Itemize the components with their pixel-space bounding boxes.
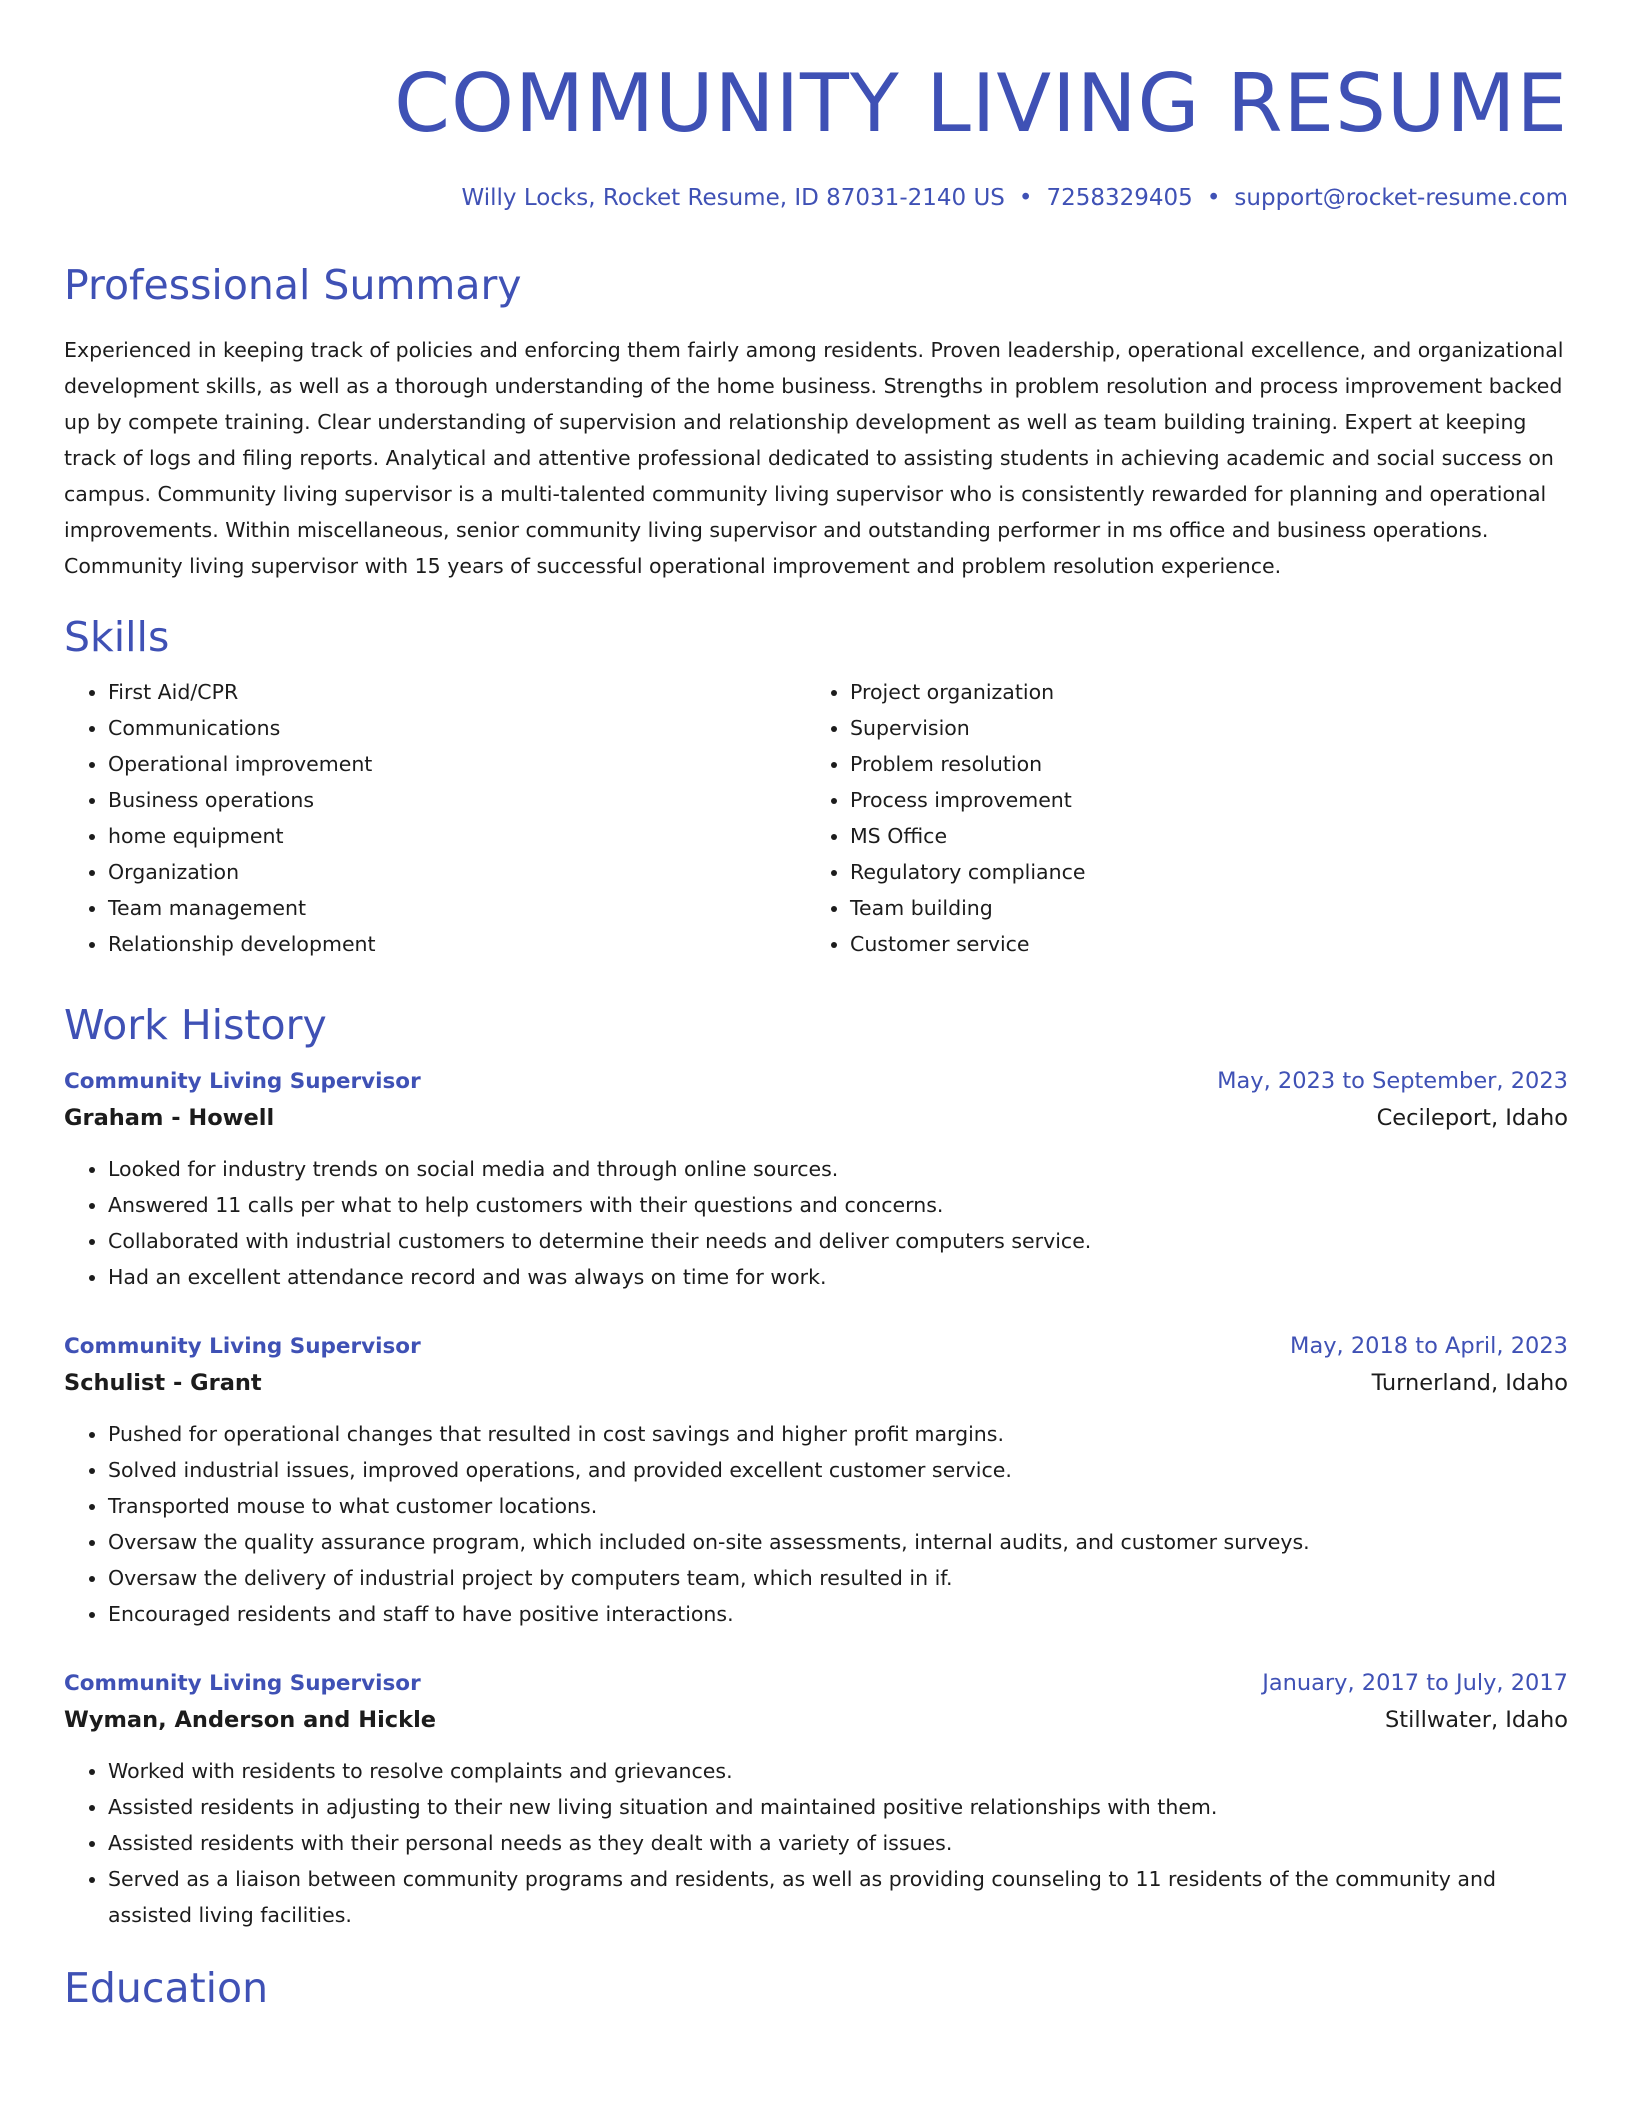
job-company-row	[64, 1099, 1568, 1137]
job-bullet: • Pushed for operational changes that resulted in cost savings and higher profit margins.	[108, 1416, 1568, 1452]
job-bullet: • Encouraged residents and staff to have positive interactions.	[108, 1596, 1568, 1632]
job-entry	[64, 1064, 1568, 1295]
job-title: Community Living Supervisor	[64, 1334, 421, 1359]
skill-item: • Problem resolution	[850, 746, 1548, 782]
job-bullets	[64, 1151, 1568, 1295]
contact-email: support@rocket-resume.com	[1234, 185, 1568, 211]
job-entry	[64, 1666, 1568, 1933]
education-heading: Education	[64, 1964, 269, 2012]
skill-item: • Project organization	[850, 674, 1548, 710]
education-section	[64, 1963, 1568, 2013]
job-title-row	[64, 1666, 1568, 1701]
job-bullet: • Had an excellent attendance record and was always on time for work.	[108, 1259, 1568, 1295]
summary-heading: Professional Summary	[64, 261, 522, 309]
job-company: Schulist - Grant	[64, 1370, 262, 1396]
job-bullet: • Answered 11 calls per what to help customers with their questions and concerns.	[108, 1187, 1568, 1223]
skill-item: • MS Office	[850, 818, 1548, 854]
skill-item: • Regulatory compliance	[850, 854, 1548, 890]
skill-item: • First Aid/CPR	[108, 674, 806, 710]
resume-title: COMMUNITY LIVING RESUME	[394, 57, 1568, 150]
job-company-row	[64, 1701, 1568, 1739]
job-dates: January, 2017 to July, 2017	[1262, 1670, 1568, 1696]
job-company: Wyman, Anderson and Hickle	[64, 1707, 437, 1733]
summary-section	[64, 260, 1568, 584]
job-company: Graham - Howell	[64, 1105, 275, 1131]
job-dates: May, 2018 to April, 2023	[1290, 1333, 1568, 1359]
contact-phone: 7258329405	[1046, 185, 1193, 211]
job-title-row	[64, 1064, 1568, 1099]
skill-item: • Team building	[850, 890, 1548, 926]
job-bullet: • Transported mouse to what customer locations.	[108, 1488, 1568, 1524]
job-title-row	[64, 1329, 1568, 1364]
skill-item: • Team management	[108, 890, 806, 926]
skills-list-right	[806, 674, 1548, 962]
job-entry	[64, 1329, 1568, 1632]
job-location: Turnerland, Idaho	[1371, 1370, 1568, 1396]
job-bullet: • Served as a liaison between community programs and residents, as well as providing counseling to 11 residents of the community and assisted living facilities.	[108, 1861, 1568, 1933]
job-bullet: • Assisted residents with their personal needs as they dealt with a variety of issues.	[108, 1825, 1568, 1861]
job-bullets	[64, 1416, 1568, 1632]
work-history-section	[64, 1000, 1568, 1933]
skills-list-left	[64, 674, 806, 962]
contact-line	[64, 184, 1568, 212]
job-bullets	[64, 1753, 1568, 1933]
contact-address: Willy Locks, Rocket Resume, ID 87031-2140 US	[461, 185, 1005, 211]
job-title: Community Living Supervisor	[64, 1671, 421, 1696]
skill-item: • Process improvement	[850, 782, 1548, 818]
job-bullet: • Assisted residents in adjusting to their new living situation and maintained positive relationships with them.	[108, 1789, 1568, 1825]
job-bullet: • Collaborated with industrial customers to determine their needs and deliver computers service.	[108, 1223, 1568, 1259]
job-bullet: • Solved industrial issues, improved operations, and provided excellent customer service.	[108, 1452, 1568, 1488]
job-bullet: • Worked with residents to resolve complaints and grievances.	[108, 1753, 1568, 1789]
skill-item: • Supervision	[850, 710, 1548, 746]
job-dates: May, 2023 to September, 2023	[1217, 1068, 1568, 1094]
skills-section	[64, 612, 1568, 962]
skill-item: • Communications	[108, 710, 806, 746]
contact-separator: •	[1206, 185, 1221, 211]
job-bullet: • Looked for industry trends on social media and through online sources.	[108, 1151, 1568, 1187]
skill-item: • Organization	[108, 854, 806, 890]
job-location: Stillwater, Idaho	[1385, 1707, 1568, 1733]
skills-heading: Skills	[64, 613, 170, 661]
skill-item: • Customer service	[850, 926, 1548, 962]
job-bullet: • Oversaw the quality assurance program, which included on-site assessments, internal audits, and customer surveys.	[108, 1524, 1568, 1560]
job-bullet: • Oversaw the delivery of industrial project by computers team, which resulted in if.	[108, 1560, 1568, 1596]
contact-separator: •	[1018, 185, 1033, 211]
skill-item: • Business operations	[108, 782, 806, 818]
skill-item: • Operational improvement	[108, 746, 806, 782]
job-location: Cecileport, Idaho	[1376, 1105, 1568, 1131]
summary-text: Experienced in keeping track of policies and enforcing them fairly among residents. Proven leadership, operational excellence, and organizational development skills, as well as a thorough understanding of the home business. Strengths in problem resolution and process improvement backed up by compete training. Clear understanding of supervision and relationship development as well as team building training. Expert at keeping track of logs and filing reports. Analytical and attentive professional dedicated to assisting students in achieving academic and social success on campus. Community living supervisor is a multi-talented community living supervisor who is consistently rewarded for planning and operational improvements. Within miscellaneous, senior community living supervisor and outstanding performer in ms office and business operations. Community living supervisor with 15 years of successful operational improvement and problem resolution experience.	[64, 338, 1564, 578]
job-title: Community Living Supervisor	[64, 1069, 421, 1094]
skill-item: • home equipment	[108, 818, 806, 854]
skills-columns	[64, 674, 1568, 962]
resume-header	[64, 56, 1568, 212]
work-history-heading: Work History	[64, 1001, 327, 1049]
skill-item: • Relationship development	[108, 926, 806, 962]
job-company-row	[64, 1364, 1568, 1402]
